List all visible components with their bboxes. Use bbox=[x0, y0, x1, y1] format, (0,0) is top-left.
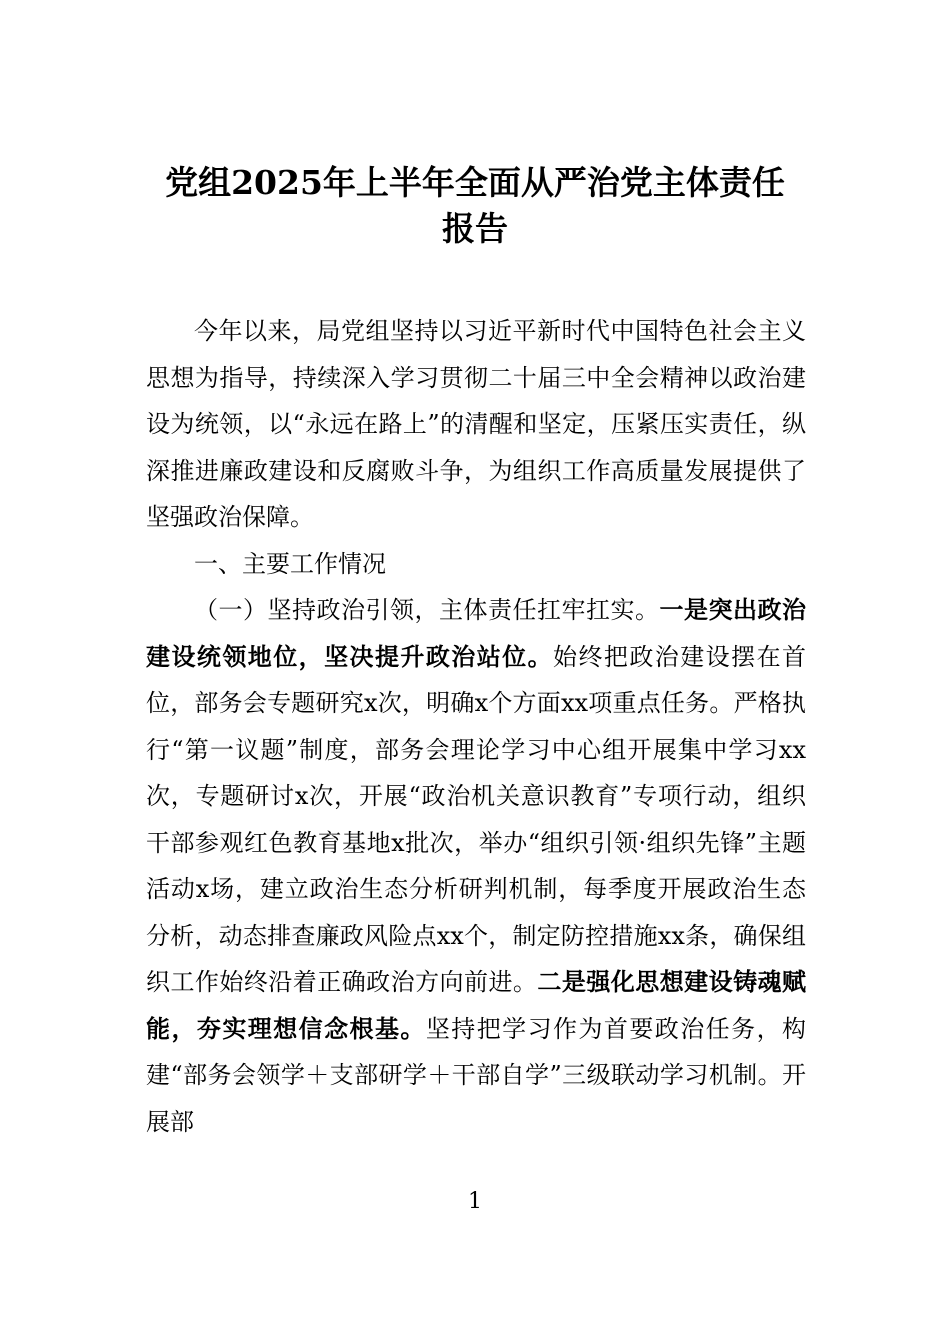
section-heading: 一、主要工作情况 bbox=[194, 549, 386, 578]
document-body bbox=[146, 308, 806, 1145]
point-2-body: 坚持把学习作为首要政治任务，构建“部务会领学＋支部研学＋干部自学”三级联动学习机制。开展部 bbox=[146, 1014, 807, 1136]
point-1-title: 一是突出政治建设统领地位，坚决提升政治站位。 bbox=[146, 595, 806, 671]
title-line-1: 党组2025年上半年全面从严治党主体责任 bbox=[165, 163, 785, 202]
page-number: 1 bbox=[468, 1189, 482, 1214]
point-1-body: 始终把政治建设摆在首位，部务会专题研究x次，明确x个方面xx项重点任务。严格执行“第一议题”制度，部务会理论学习中心组开展集中学习xx次，专题研讨x次，开展“政治机关意识教育”专项行动，组织干部参观红色教育基地x批次，举办“组织引领·组织先锋”主题活动x场，建立政治生态分析研判机制，每季度开展政治生态分析，动态排查廉政风险点xx个，制定防控措施xx条，确保组织工作始终沿着正确政治方向前进。 bbox=[146, 642, 807, 996]
subsection-lead: （一）坚持政治引领，主体责任扛牢扛实。 bbox=[194, 596, 660, 624]
title-line-2: 报告 bbox=[442, 209, 508, 248]
intro-paragraph: 今年以来，局党组坚持以习近平新时代中国特色社会主义思想为指导，持续深入学习贯彻二十届三中全会精神以政治建设为统领，以“永远在路上”的清醒和坚定，压紧压实责任，纵深推进廉政建设和反腐败斗争，为组织工作高质量发展提供了坚强政治保障。 bbox=[146, 317, 806, 531]
document-title bbox=[140, 160, 810, 252]
point-2-title: 二是强化思想建设铸魂赋能，夯实理想信念根基。 bbox=[146, 967, 807, 1043]
section-paragraph bbox=[146, 587, 806, 1145]
